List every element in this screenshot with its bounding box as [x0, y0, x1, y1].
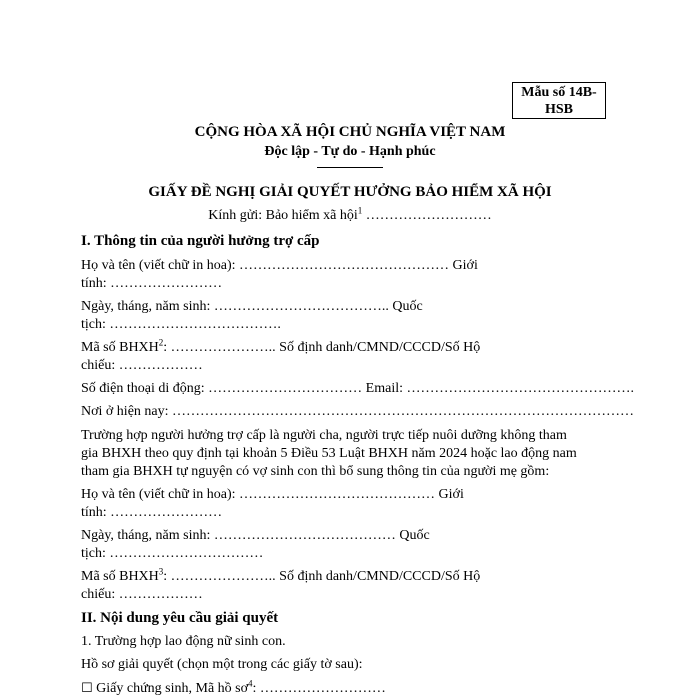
dob-field-line1: Ngày, tháng, năm sinh: ……………………………….. Quốc [81, 299, 423, 314]
phone-email-field: Số điện thoại di động: …………………………… Email: …………………………………………. [81, 381, 634, 396]
option1-footnote: 4 [248, 678, 253, 689]
address-field: Nơi ở hiện nay: ……………………………………………………………………………………… [81, 404, 635, 419]
mother-bhxh-footnote: 3 [158, 566, 164, 577]
mother-info-paragraph-line3: tham gia BHXH tự nguyện có vợ sinh con thì bổ sung thông tin của người mẹ gồm: [81, 464, 550, 479]
form-code-line2: HSB [544, 102, 573, 117]
national-motto: Độc lập - Tự do - Hạnh phúc [264, 144, 436, 159]
option1-line [81, 680, 386, 698]
case1-line: 1. Trường hợp lao động nữ sinh con. [81, 634, 286, 649]
recipient-line [0, 205, 700, 224]
bhxh-footnote: 2 [158, 337, 164, 348]
name-field-line1: Họ và tên (viết chữ in hoa): ……………………………………… Giới [81, 258, 478, 273]
bhxh-rest: : ………………….. Số định danh/CMND/CCCD/Số Hộ [163, 340, 481, 355]
motto-underline [317, 167, 383, 168]
mother-name-field-line1: Họ và tên (viết chữ in hoa): …………………………………… Giới [81, 487, 464, 502]
form-code-box [512, 82, 606, 119]
bhxh-label: Mã số BHXH [81, 340, 159, 355]
form-code-line1: Mẫu số 14B- [521, 85, 597, 100]
recipient-dots: ……………………… [362, 208, 492, 223]
option1-label: Giấy chứng sinh, Mã hồ sơ [92, 681, 249, 696]
option1-rest: : ……………………… [252, 681, 386, 696]
recipient-footnote: 1 [357, 205, 363, 216]
mother-bhxh-label: Mã số BHXH [81, 569, 159, 584]
name-field-line2: tính: …………………… [81, 276, 223, 291]
mother-bhxh-field-line2: chiếu: ……………… [81, 587, 203, 602]
documents-intro: Hồ sơ giải quyết (chọn một trong các giấy tờ sau): [81, 657, 363, 672]
mother-name-field-line2: tính: …………………… [81, 505, 223, 520]
mother-dob-field-line1: Ngày, tháng, năm sinh: ………………………………… Quốc [81, 528, 430, 543]
checkbox-icon[interactable]: ☐ [81, 681, 93, 696]
section1-heading: I. Thông tin của người hưởng trợ cấp [81, 233, 320, 249]
document-title: GIẤY ĐỀ NGHỊ GIẢI QUYẾT HƯỞNG BẢO HIỂM XÃ HỘI [148, 184, 552, 200]
bhxh-field-line1 [81, 339, 480, 357]
bhxh-field-line2: chiếu: ……………… [81, 358, 203, 373]
recipient-text: Kính gửi: Bảo hiểm xã hội [208, 208, 358, 223]
dob-field-line2: tịch: ………………………………. [81, 317, 281, 332]
mother-info-paragraph-line1: Trường hợp người hưởng trợ cấp là người cha, người trực tiếp nuôi dưỡng không tham [81, 428, 567, 443]
section2-heading: II. Nội dung yêu cầu giải quyết [81, 610, 279, 626]
national-header: CỘNG HÒA XÃ HỘI CHỦ NGHĨA VIỆT NAM [194, 124, 506, 140]
mother-info-paragraph-line2: gia BHXH theo quy định tại khoản 5 Điều 53 Luật BHXH năm 2024 hoặc lao động nam [81, 446, 577, 461]
mother-bhxh-rest: : ………………….. Số định danh/CMND/CCCD/Số Hộ [163, 569, 481, 584]
mother-bhxh-field-line1 [81, 568, 480, 586]
mother-dob-field-line2: tịch: …………………………… [81, 546, 264, 561]
